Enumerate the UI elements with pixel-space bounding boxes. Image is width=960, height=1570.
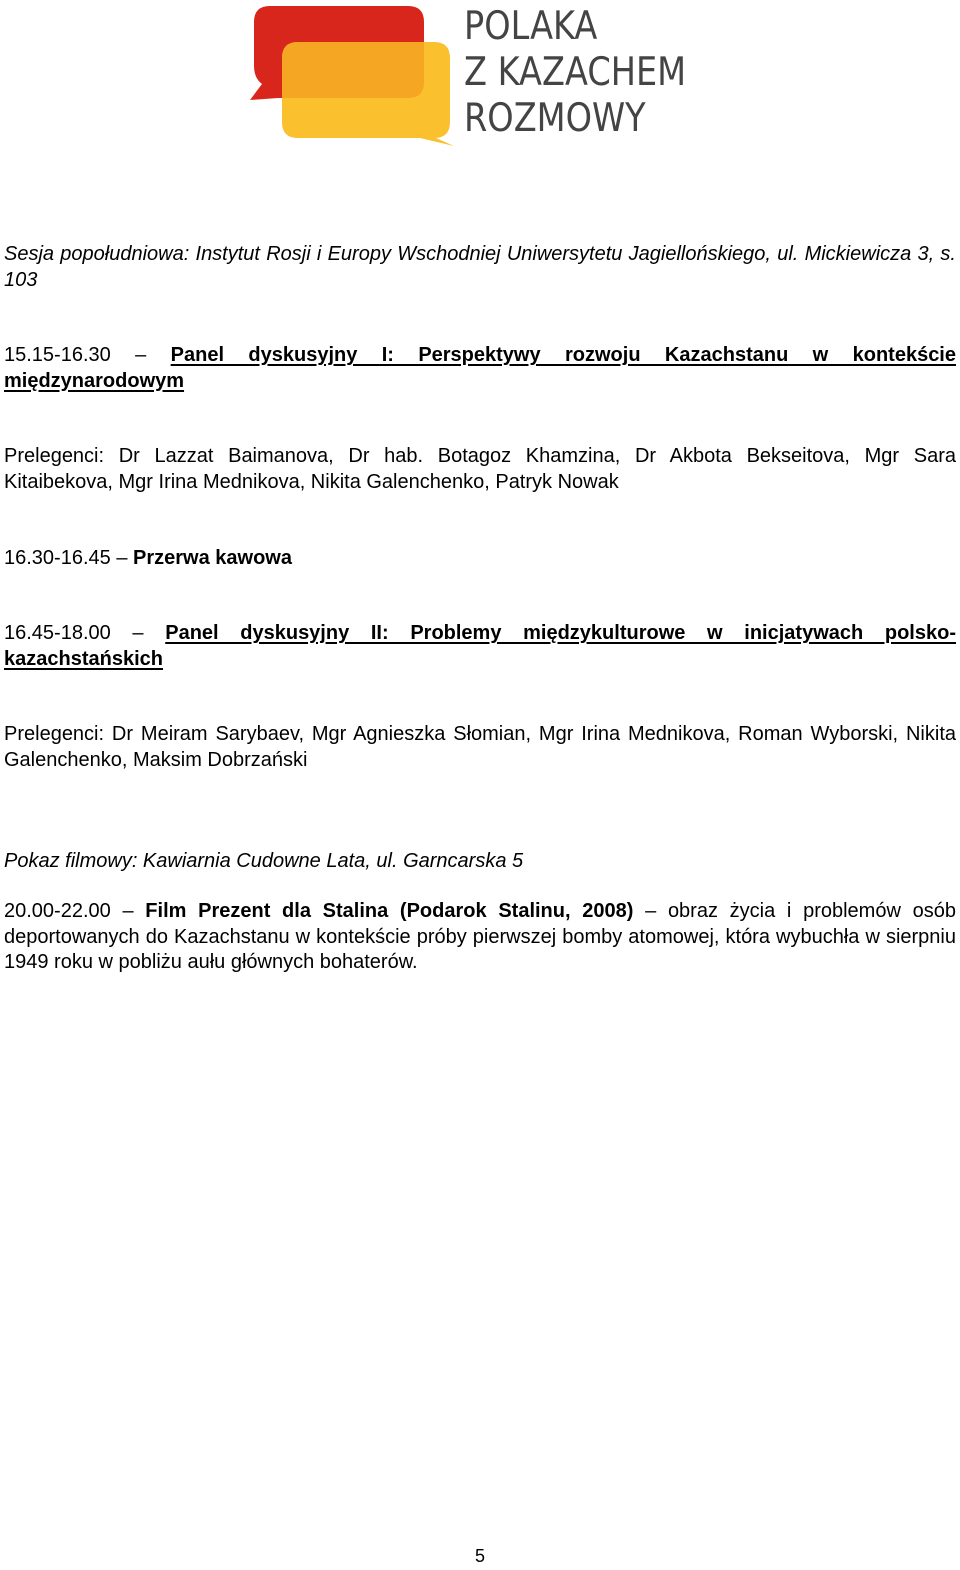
program-content	[4, 242, 956, 976]
logo-line-1: POLAKA	[464, 4, 598, 49]
panel-2-time: 16.45-18.00	[4, 622, 111, 645]
logo	[248, 4, 718, 149]
film-dash-2: –	[633, 900, 668, 923]
panel-1-speakers: Prelegenci: Dr Lazzat Baimanova, Dr hab. Botagoz Khamzina, Dr Akbota Bekseitova, Mgr Sara Kitaibekova, Mgr Irina Mednikova, Nikita Galenchenko, Patryk Nowak	[4, 445, 956, 493]
panel-1-heading	[4, 343, 956, 394]
coffee-break	[4, 546, 956, 572]
venue-paragraph	[4, 242, 956, 293]
break-title: Przerwa kawowa	[133, 546, 292, 569]
venue-address: Instytut Rosji i Europy Wschodniej Uniwersytetu Jagiellońskiego, ul. Mickiewicza 3, s. 103	[4, 243, 956, 291]
panel-2-title: Panel dyskusyjny II: Problemy międzykulturowe w inicjatywach polsko-kazachstańskich	[4, 622, 956, 670]
panel-1-dash: –	[110, 344, 171, 367]
break-time: 16.30-16.45	[4, 546, 111, 569]
film-entry	[4, 899, 956, 976]
screening-venue: Pokaz filmowy: Kawiarnia Cudowne Lata, ul. Garncarska 5	[4, 849, 524, 872]
logo-wordmark	[464, 4, 686, 142]
logo-line-2: Z KAZACHEM	[464, 50, 687, 95]
break-dash: –	[110, 546, 134, 569]
speech-bubbles-icon	[248, 4, 458, 149]
panel-1-title: Panel dyskusyjny I: Perspektywy rozwoju Kazachstanu w kontekście międzynarodowym	[4, 344, 956, 392]
logo-line-3: ROZMOWY	[464, 96, 646, 141]
panel-2-dash: –	[110, 622, 166, 645]
panel-2-heading	[4, 621, 956, 672]
film-dash: –	[110, 900, 146, 923]
film-title: Film Prezent dla Stalina (Podarok Stalinu, 2008)	[145, 900, 634, 923]
panel-1-time: 15.15-16.30	[4, 344, 111, 367]
session-label: Sesja popołudniowa:	[4, 243, 190, 265]
film-time: 20.00-22.00	[4, 900, 111, 923]
panel-2-speakers: Prelegenci: Dr Meiram Sarybaev, Mgr Agnieszka Słomian, Mgr Irina Mednikova, Roman Wyborski, Nikita Galenchenko, Maksim Dobrzański	[4, 723, 956, 771]
page-number: 5	[474, 1546, 485, 1566]
film-description: obraz życia i problemów osób deportowanych do Kazachstanu w kontekście próby pierwszej bomby atomowej, która wybuchła w sierpniu 1949 roku w pobliżu aułu głównych bohaterów.	[4, 900, 956, 974]
